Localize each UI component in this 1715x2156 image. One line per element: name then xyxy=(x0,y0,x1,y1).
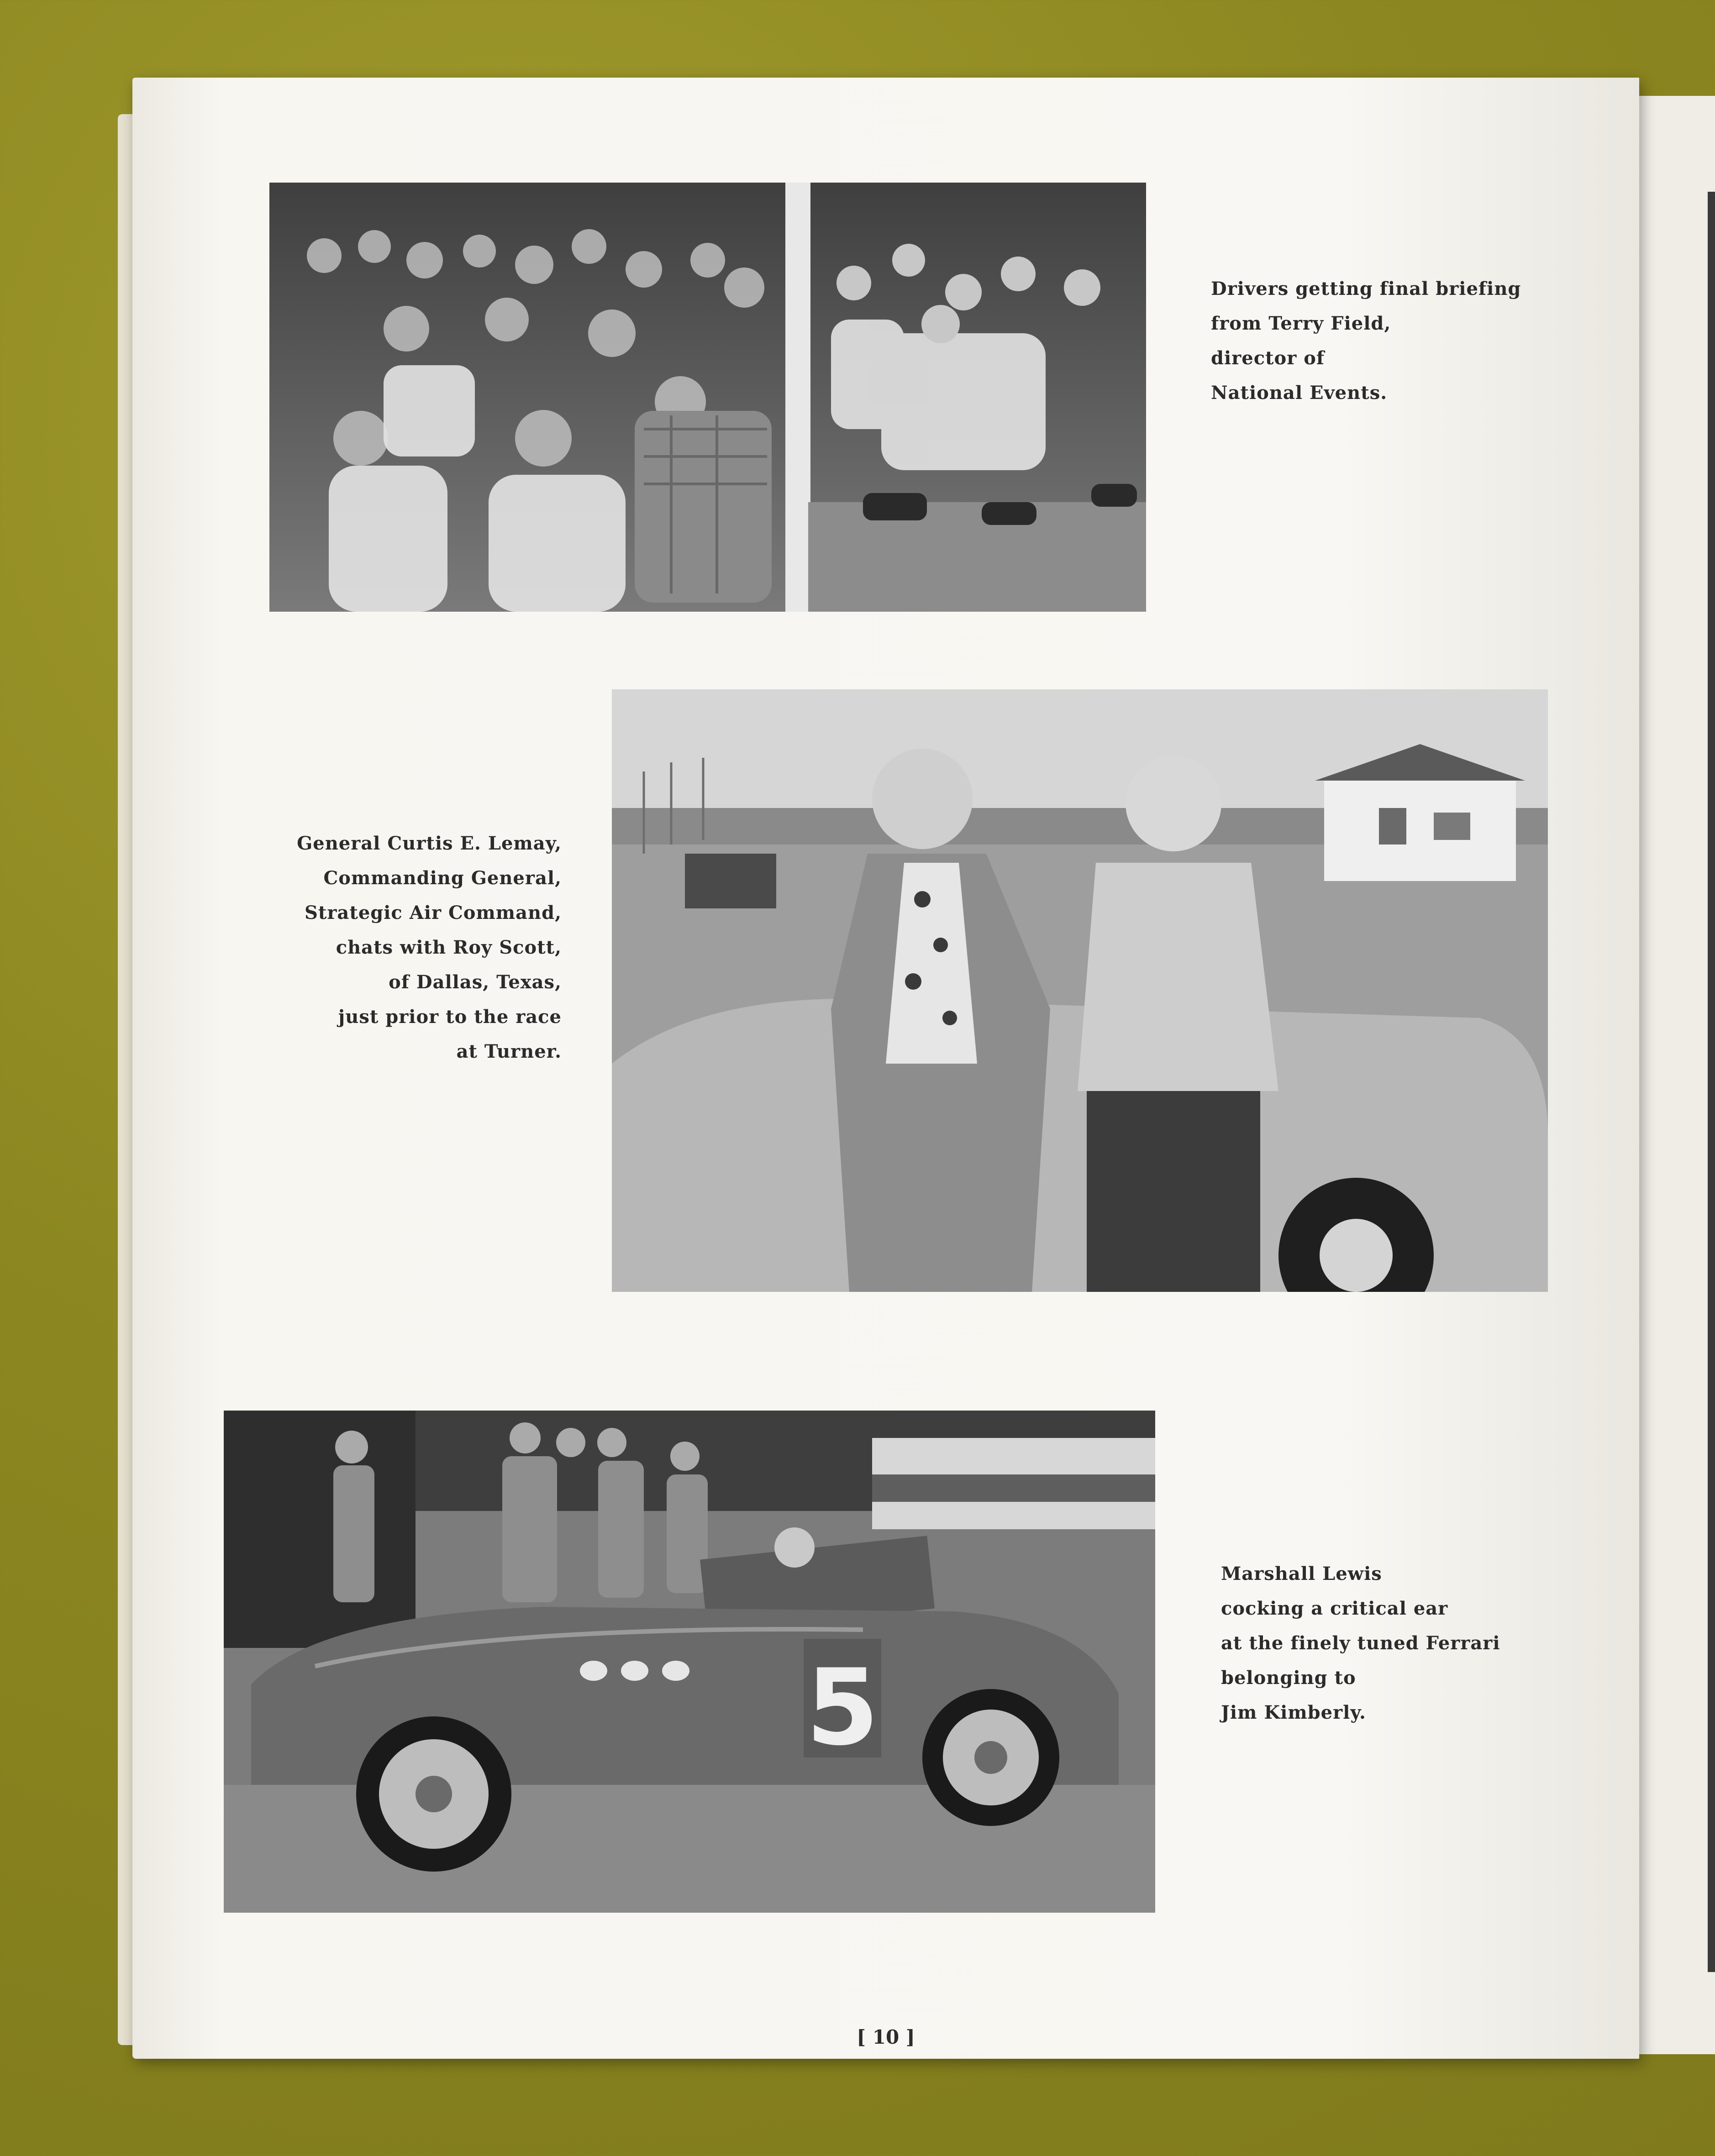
caption-line: cocking a critical ear xyxy=(1221,1598,1448,1619)
caption-line: of Dallas, Texas, xyxy=(389,971,562,993)
briefing-image xyxy=(269,183,1146,612)
lemay-image xyxy=(612,689,1548,1292)
photo-ferrari xyxy=(224,1411,1155,1913)
page-number: [ 10 ] xyxy=(857,2026,915,2048)
magazine-page xyxy=(132,78,1639,2059)
pole xyxy=(785,183,810,612)
caption-line: National Events. xyxy=(1211,382,1388,404)
caption-line: Drivers getting final briefing xyxy=(1211,278,1521,299)
caption-line: Strategic Air Command, xyxy=(304,902,562,923)
caption-line: chats with Roy Scott, xyxy=(336,937,562,958)
caption-line: just prior to the race xyxy=(338,1006,562,1028)
caption-line: director of xyxy=(1211,347,1325,369)
adjacent-page-photo-edge xyxy=(1708,192,1715,1972)
caption-marshall-lewis xyxy=(1221,1557,1500,1730)
photo-lemay-scott xyxy=(612,689,1548,1292)
caption-line: General Curtis E. Lemay, xyxy=(297,833,562,854)
caption-drivers-briefing xyxy=(1211,272,1521,410)
car-number: 5 xyxy=(805,1647,879,1769)
caption-line: from Terry Field, xyxy=(1211,313,1391,334)
caption-line: belonging to xyxy=(1221,1667,1356,1689)
caption-lemay-scott xyxy=(256,826,562,1069)
ferrari-image xyxy=(224,1411,1155,1913)
caption-line: at Turner. xyxy=(456,1041,562,1062)
caption-line: Marshall Lewis xyxy=(1221,1563,1382,1584)
photo-drivers-briefing xyxy=(269,183,1146,612)
caption-line: Commanding General, xyxy=(323,867,562,889)
caption-line: at the finely tuned Ferrari xyxy=(1221,1632,1500,1654)
caption-line: Jim Kimberly. xyxy=(1221,1702,1366,1723)
